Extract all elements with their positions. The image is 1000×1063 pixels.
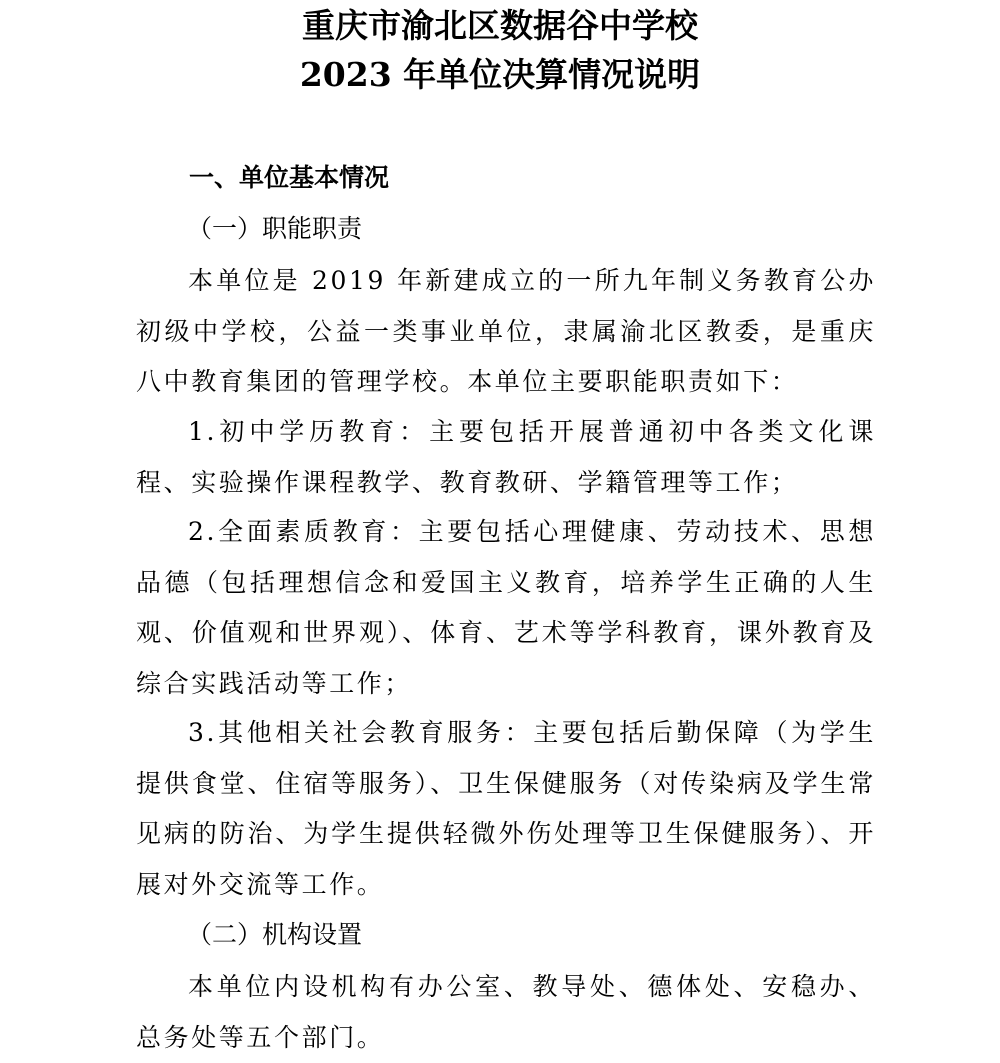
- section-heading-basic-info: 一、单位基本情况: [189, 163, 390, 192]
- function-item-3: 3.其他相关社会教育服务：主要包括后勤保障（为学生提供食堂、住宿等服务）、卫生保健服务（对传染病及学生常见病的防治、为学生提供轻微外伤处理等卫生保健服务）、开展对外交流等工作。: [136, 718, 876, 899]
- subsection-heading-functions: （一）职能职责: [187, 214, 363, 243]
- intro-paragraph: 本单位是 2019 年新建成立的一所九年制义务教育公办初级中学校，公益一类事业单位，隶属渝北区教委，是重庆八中教育集团的管理学校。本单位主要职能职责如下：: [136, 266, 876, 396]
- organization-paragraph: 本单位内设机构有办公室、教导处、德体处、安稳办、总务处等五个部门。: [136, 972, 876, 1052]
- function-item-2: 2.全面素质教育：主要包括心理健康、劳动技术、思想品德（包括理想信念和爱国主义教育，培养学生正确的人生观、价值观和世界观）、体育、艺术等学科教育，课外教育及综合实践活动等工作；: [136, 517, 876, 698]
- document-title-line-1: 重庆市渝北区数据谷中学校: [302, 6, 698, 45]
- function-item-1: 1.初中学历教育：主要包括开展普通初中各类文化课程、实验操作课程教学、教育教研、学籍管理等工作；: [136, 417, 876, 497]
- subsection-heading-organization: （二）机构设置: [187, 920, 363, 949]
- document-title-line-2: 2023 年单位决算情况说明: [299, 55, 701, 94]
